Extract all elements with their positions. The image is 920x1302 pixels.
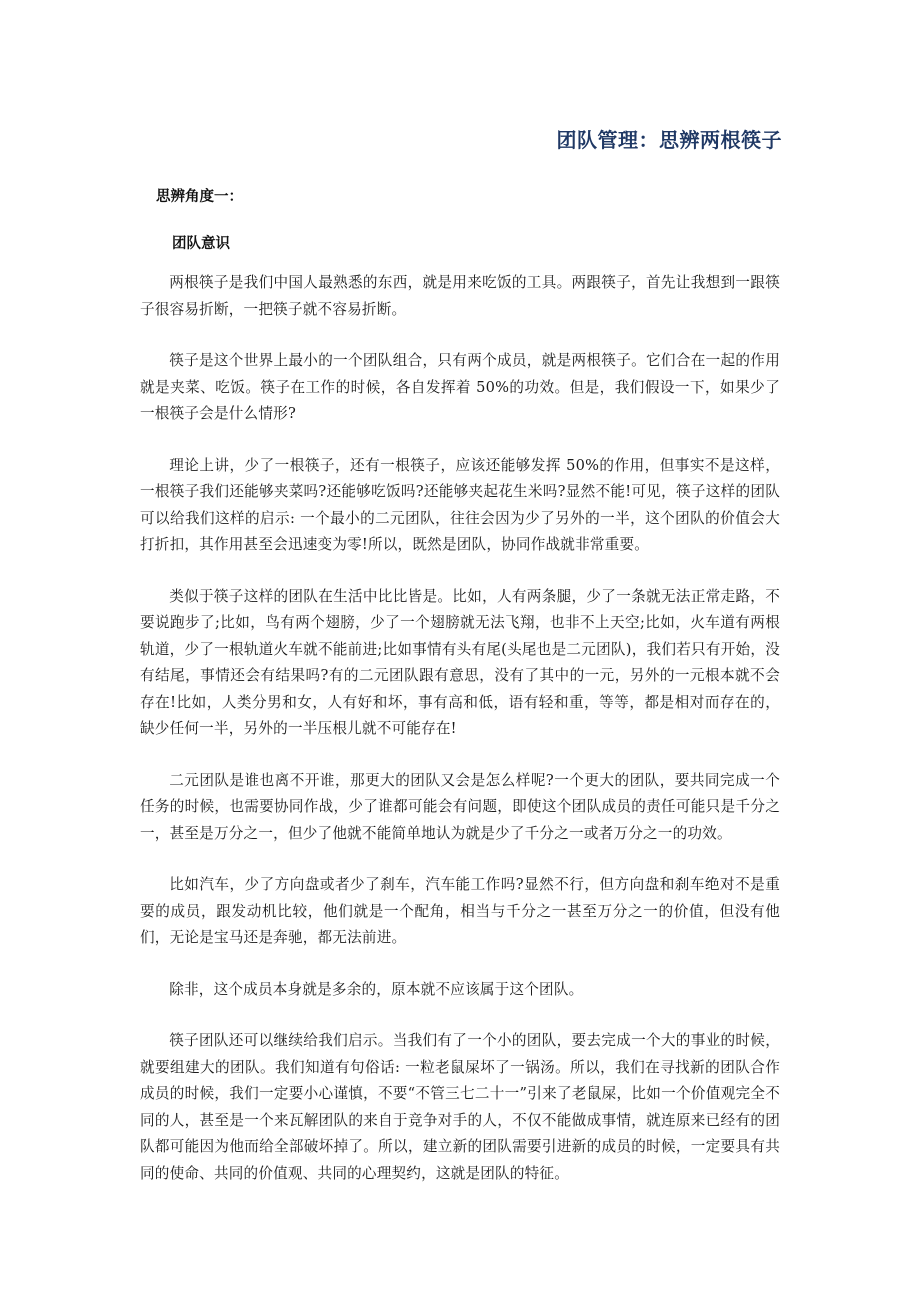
paragraph-7: 除非，这个成员本身就是多余的，原本就不应该属于这个团队。 bbox=[169, 980, 584, 998]
paragraph-5: 二元团队是谁也离不开谁，那更大的团队又会是怎么样呢?一个更大的团队，要共同完成一个任务的时候，也需要协同作战，少了谁都可能会有问题，即使这个团队成员的责任可能只是千分之一，甚至是万分之一，但少了他就不能简单地认为就是少了千分之一或者万分之一的功效。 bbox=[140, 771, 780, 842]
page-title: 团队管理：思辨两根筷子 bbox=[556, 128, 782, 152]
document-body bbox=[140, 270, 780, 1212]
subsection-heading: 团队意识 bbox=[172, 236, 230, 252]
paragraph-3: 理论上讲，少了一根筷子，还有一根筷子，应该还能够发挥 50%的作用，但事实不是这样，一根筷子我们还能够夹菜吗?还能够吃饭吗?还能够夹起花生米吗?显然不能!可见，筷子这样的团队可以给我们这样的启示: 一个最小的二元团队，往往会因为少了另外的一半，这个团队的价值会大打折扣，其作用甚至会迅速变为零!所以，既然是团队，协同作战就非常重要。 bbox=[140, 456, 780, 553]
paragraph-1: 两根筷子是我们中国人最熟悉的东西，就是用来吃饭的工具。两跟筷子，首先让我想到一跟筷子很容易折断，一把筷子就不容易折断。 bbox=[140, 274, 780, 318]
paragraph-8: 筷子团队还可以继续给我们启示。当我们有了一个小的团队，要去完成一个大的事业的时候，就要组建大的团队。我们知道有句俗话: 一粒老鼠屎坏了一锅汤。所以，我们在寻找新的团队合作成员的时候，我们一定要小心谨慎，不要“不管三七二十一”引来了老鼠屎，比如一个价值观完全不同的人，甚至是一个来瓦解团队的来自于竞争对手的人，不仅不能做成事情，就连原来已经有的团队都可能因为他而给全部破坏掉了。所以，建立新的团队需要引进新的成员的时候，一定要具有共同的使命、共同的价值观、共同的心理契约，这就是团队的特征。 bbox=[140, 1032, 780, 1182]
paragraph-2: 筷子是这个世界上最小的一个团队组合，只有两个成员，就是两根筷子。它们合在一起的作用就是夹菜、吃饭。筷子在工作的时候，各自发挥着 50%的功效。但是，我们假设一下，如果少了一根筷子会是什么情形? bbox=[140, 352, 780, 422]
paragraph-6: 比如汽车，少了方向盘或者少了刹车，汽车能工作吗?显然不行，但方向盘和刹车绝对不是重要的成员，跟发动机比较，他们就是一个配角，相当与千分之一甚至万分之一的价值，但没有他们，无论是宝马还是奔驰，都无法前进。 bbox=[140, 876, 780, 946]
section-heading: 思辨角度一： bbox=[156, 189, 243, 205]
paragraph-4: 类似于筷子这样的团队在生活中比比皆是。比如，人有两条腿，少了一条就无法正常走路，不要说跑步了;比如，鸟有两个翅膀，少了一个翅膀就无法飞翔，也非不上天空;比如，火车道有两根轨道，少了一根轨道火车就不能前进;比如事情有头有尾(头尾也是二元团队)，我们若只有开始，没有结尾，事情还会有结果吗?有的二元团队跟有意思，没有了其中的一元，另外的一元根本就不会存在!比如，人类分男和女，人有好和坏，事有高和低，语有轻和重，等等，都是相对而存在的，缺少任何一半，另外的一半压根儿就不可能存在! bbox=[140, 587, 780, 737]
